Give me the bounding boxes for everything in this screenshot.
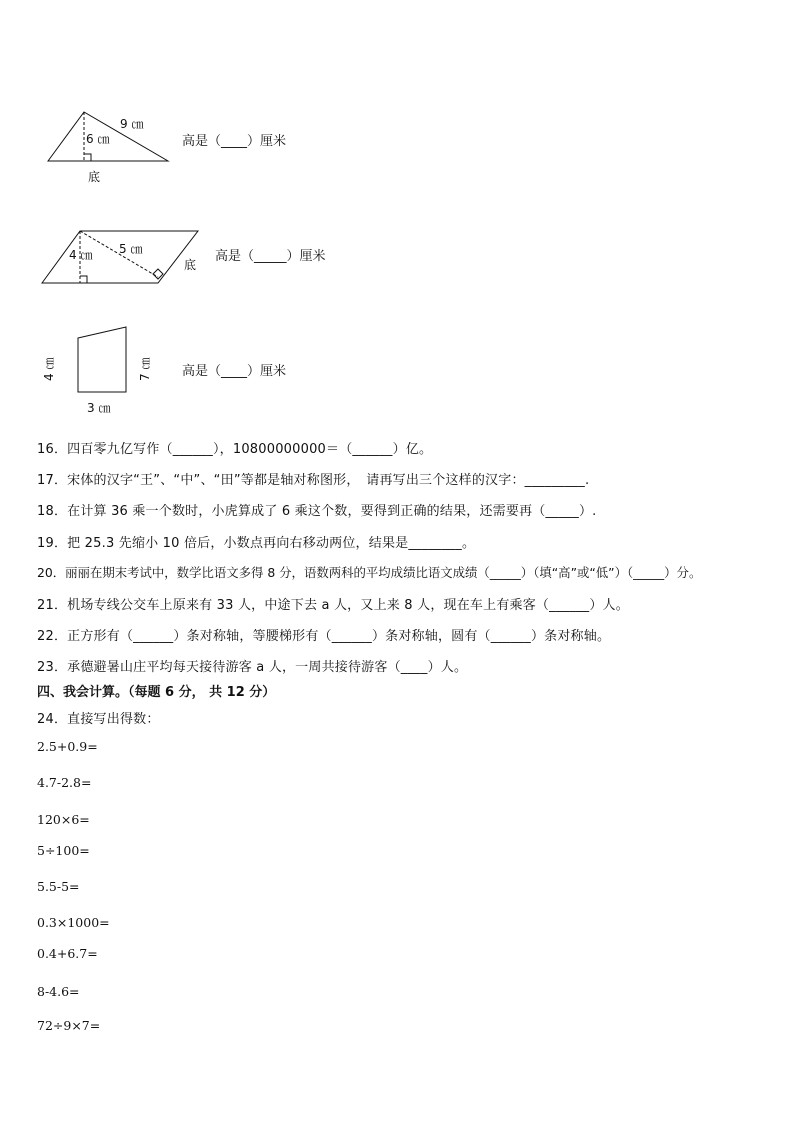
trapezoid-bottom-label: 3 ㎝ [87, 401, 111, 415]
parallelogram-right-angle-bottom [80, 276, 87, 283]
question-21: 21．机场专线公交车上原来有 33 人，中途下去 a 人，又上来 8 人，现在车上有乘客（______）人。 [37, 598, 629, 613]
section-four-title: 四、我会计算。（每题 6 分， 共 12 分） [37, 685, 276, 700]
question-23: 23．承德避暑山庄平均每天接待游客 a 人，一周共接待游客（____）人。 [37, 660, 468, 675]
parallelogram-side-label: 底 [184, 258, 197, 272]
trapezoid-left-label: 4 ㎝ [42, 357, 56, 381]
question-18: 18．在计算 36 乘一个数时，小虎算成了 6 乘这个数，要得到正确的结果，还需要再（_____）. [37, 504, 597, 519]
calc-item: 2.5+0.9= [37, 739, 98, 754]
question-20: 20．丽丽在期末考试中，数学比语文多得 8 分，语数两科的平均成绩比语文成绩（_____）（填“高”或“低”）（_____）分。 [37, 565, 702, 580]
question-22: 22．正方形有（______）条对称轴，等腰梯形有（______）条对称轴，圆有（______）条对称轴。 [37, 629, 611, 644]
parallelogram-right-angle-side [153, 269, 163, 279]
calc-item: 8-4.6= [37, 984, 80, 999]
trapezoid-right-label: 7 ㎝ [138, 357, 152, 381]
parallelogram-answer: 高是（_____）厘米 [215, 249, 326, 264]
trapezoid-shape [78, 327, 126, 392]
calc-item: 5÷100= [37, 843, 90, 858]
trapezoid-answer: 高是（____）厘米 [182, 364, 287, 379]
calc-item: 120×6= [37, 812, 90, 827]
question-17: 17．宋体的汉字“王”、“中”、“田”等都是轴对称图形， 请再写出三个这样的汉字：_________. [37, 473, 590, 488]
parallelogram-diag-label: 5 ㎝ [119, 242, 143, 256]
parallelogram-figure [38, 225, 208, 290]
question-19: 19．把 25.3 先缩小 10 倍后，小数点再向右移动两位，结果是________。 [37, 536, 476, 551]
triangle-figure [40, 110, 180, 190]
calc-item: 72÷9×7= [37, 1018, 101, 1033]
triangle-base-label: 底 [88, 170, 101, 184]
triangle-height-label: 6 ㎝ [86, 132, 110, 146]
question-16: 16．四百零九亿写作（______），10800000000＝（______）亿。 [37, 442, 433, 457]
calc-item: 5.5-5= [37, 879, 80, 894]
parallelogram-height-label: 4 ㎝ [69, 248, 93, 262]
triangle-slant-label: 9 ㎝ [120, 117, 144, 131]
calc-item: 0.4+6.7= [37, 946, 98, 961]
parallelogram-shape [42, 231, 198, 283]
trapezoid-figure [38, 320, 158, 420]
question-24-title: 24．直接写出得数： [37, 712, 160, 727]
triangle-right-angle-mark [84, 154, 91, 161]
calc-item: 4.7-2.8= [37, 775, 92, 790]
calc-item: 0.3×1000= [37, 915, 110, 930]
triangle-answer: 高是（____）厘米 [182, 134, 287, 149]
